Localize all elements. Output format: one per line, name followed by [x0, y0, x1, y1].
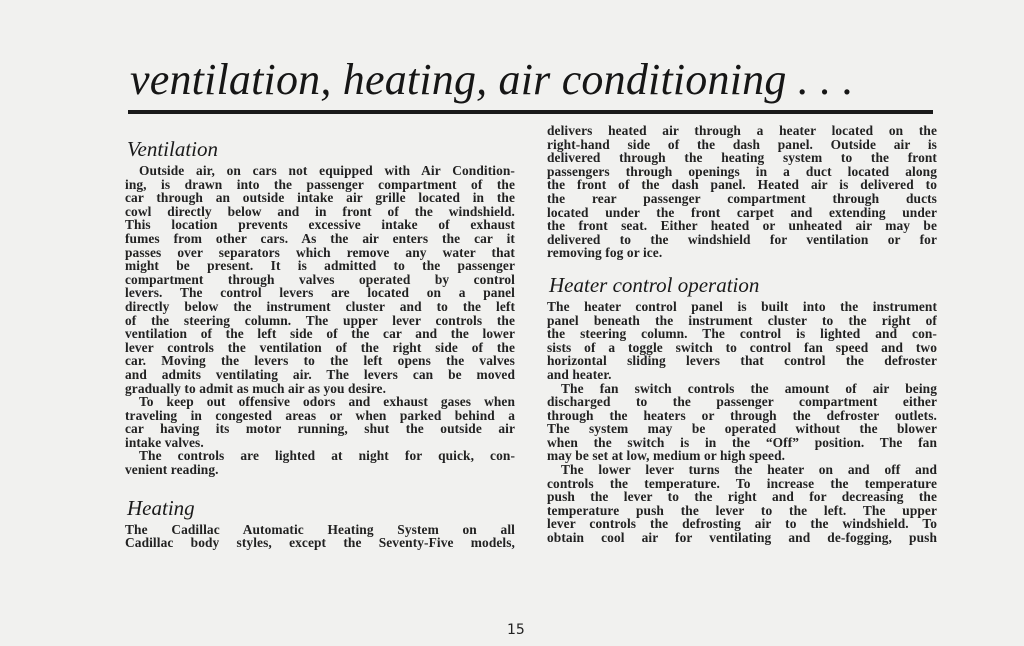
right-column: [547, 124, 937, 545]
text-line: passengers through openings in a duct located along: [547, 163, 937, 179]
text-line: might be present. It is admitted to the passenger: [125, 258, 515, 274]
text-line: compartment through valves operated by control: [125, 271, 515, 287]
text-line: The Cadillac Automatic Heating System on all: [125, 521, 515, 537]
heating-heading: Heating: [127, 495, 195, 520]
text-line: lever controls the ventilation of the right side of the: [125, 339, 515, 355]
text-line: passes over separators which remove any water that: [125, 244, 515, 260]
text-line: discharged to the passenger compartment either: [547, 394, 937, 410]
text-line: The lower lever turns the heater on and off and: [561, 462, 937, 478]
paragraph: [125, 523, 515, 550]
text-line: The heater control panel is built into the instrument: [547, 298, 937, 314]
text-line: This location prevents excessive intake of exhaust: [125, 217, 515, 233]
text-line: and heater.: [547, 366, 612, 382]
text-line: when the switch is in the “Off” position. The fan: [547, 434, 937, 450]
text-line: fumes from other cars. As the air enters the car it: [125, 230, 515, 246]
text-line: car. Moving the levers to the left opens the valves: [125, 353, 515, 369]
text-line: right-hand side of the dash panel. Outside air is: [547, 136, 937, 152]
paragraph: [547, 300, 937, 382]
text-line: horizontal sliding levers that control the defroster: [547, 353, 937, 369]
text-line: obtain cool air for ventilating and de-fogging, push: [547, 530, 937, 546]
text-line: ventilation of the left side of the car and the lower: [125, 326, 515, 342]
heater-control-heading: Heater control operation: [549, 272, 760, 297]
title-rule: [128, 110, 933, 114]
text-line: delivers heated air through a heater located on the: [547, 123, 937, 138]
text-line: the front seat. Either heated or unheated air may be: [547, 218, 937, 234]
text-line: removing fog or ice.: [547, 245, 663, 261]
page-title: ventilation, heating, air conditioning . . .: [130, 55, 854, 104]
text-line: cowl directly below and in front of the windshield.: [125, 203, 515, 219]
text-line: traveling in congested areas or when parked behind a: [125, 407, 515, 423]
text-line: The system may be operated without the blower: [547, 421, 937, 437]
text-line: may be set at low, medium or high speed.: [547, 448, 786, 464]
paragraph: [125, 164, 515, 395]
text-line: the steering column. The control is lighted and con-: [547, 326, 937, 342]
text-line: gradually to admit as much air as you desire.: [125, 380, 387, 396]
text-line: Outside air, on cars not equipped with Air Condition-: [139, 163, 515, 178]
text-line: of the steering column. The upper lever controls the: [125, 312, 515, 328]
text-line: levers. The control levers are located on a panel: [125, 285, 515, 301]
text-line: panel beneath the instrument cluster to the right of: [547, 312, 937, 328]
text-line: car through an outside intake air grille located in the: [125, 190, 515, 206]
paragraph: [547, 382, 937, 464]
paragraph: [547, 463, 937, 545]
ventilation-heading: Ventilation: [127, 137, 218, 161]
ventilation-body: [125, 164, 515, 477]
text-line: and admits ventilating air. The levers can be moved: [125, 366, 515, 382]
text-line: The controls are lighted at night for quick, con-: [139, 448, 515, 464]
paragraph: [125, 449, 515, 476]
text-line: the front of the dash panel. Heated air is delivered to: [547, 177, 937, 193]
left-column: [125, 136, 515, 550]
text-line: directly below the instrument cluster and to the left: [125, 298, 515, 314]
text-line: The fan switch controls the amount of air being: [561, 380, 937, 396]
text-line: lever controls the defrosting air to the windshield. To: [547, 516, 937, 532]
heater-control-body: [547, 300, 937, 545]
text-line: push the lever to the right and for decreasing the: [547, 489, 937, 505]
text-line: venient reading.: [125, 462, 219, 478]
text-line: delivered to the windshield for ventilation or for: [547, 231, 937, 247]
heating-continued-body: [547, 124, 937, 260]
text-line: ing, is drawn into the passenger compartment of the: [125, 176, 515, 192]
text-line: temperature push the lever to the left. The upper: [547, 502, 937, 518]
text-line: delivered through the heating system to the front: [547, 150, 937, 166]
text-line: controls the temperature. To increase the temperature: [547, 475, 937, 491]
text-line: the rear passenger compartment through ducts: [547, 190, 937, 206]
text-line: through the heaters or through the defroster outlets.: [547, 407, 937, 423]
paragraph: [547, 124, 937, 260]
heating-body: [125, 523, 515, 550]
page-number: 15: [507, 622, 525, 638]
text-line: located under the front carpet and extending under: [547, 204, 937, 220]
text-line: intake valves.: [125, 434, 204, 450]
paragraph: [125, 395, 515, 449]
text-line: car having its motor running, shut the outside air: [125, 421, 515, 437]
text-line: To keep out offensive odors and exhaust gases when: [139, 394, 515, 410]
text-line: Cadillac body styles, except the Seventy-Five models,: [125, 535, 515, 551]
text-line: sists of a toggle switch to control fan speed and two: [547, 339, 937, 355]
